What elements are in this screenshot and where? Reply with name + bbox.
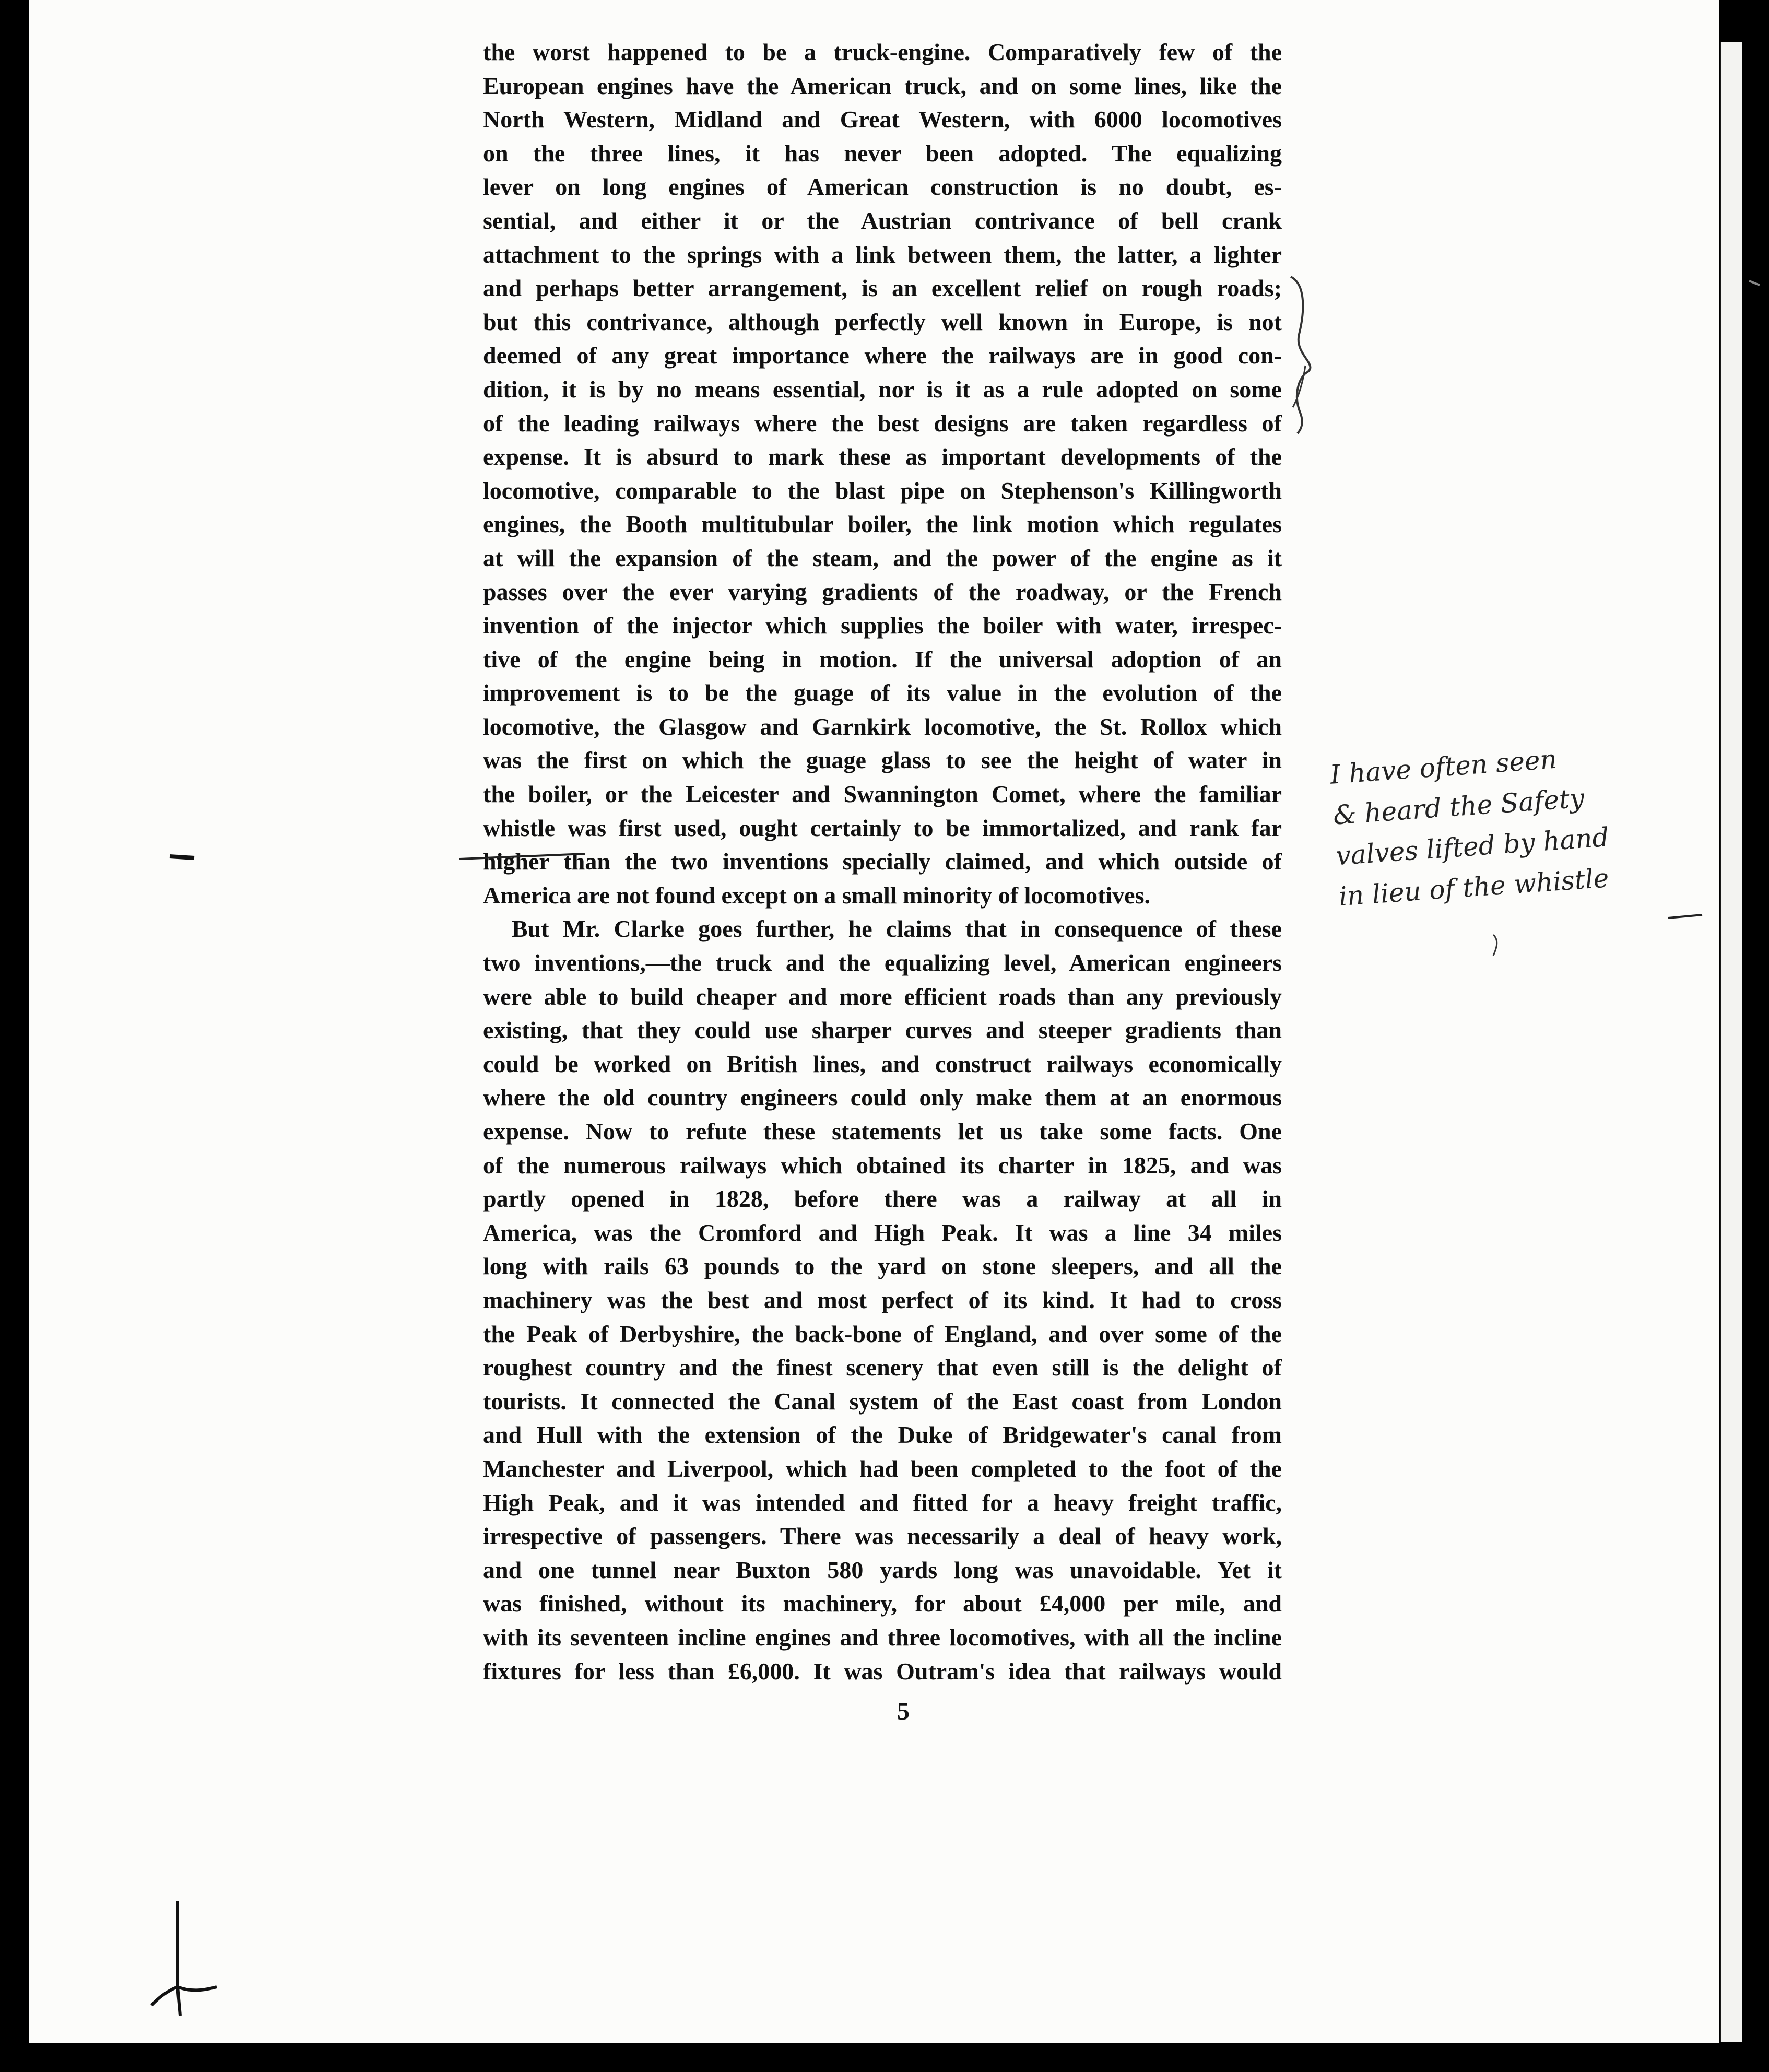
underline-mark [459,854,585,859]
text-line: attachment to the springs with a link between them, the latter, a lighter [483,241,1282,268]
edge-crease-mark [1749,281,1760,285]
text-line: lever on long engines of American construction is no doubt, es- [483,173,1282,201]
text-line: the boiler, or the Leicester and Swannington Comet, where the familiar [483,781,1282,808]
text-line: locomotive, the Glasgow and Garnkirk locomotive, the St. Rollox which [483,713,1282,740]
text-line: sential, and either it or the Austrian contrivance of bell crank [483,207,1282,234]
text-line: and one tunnel near Buxton 580 yards long was unavoidable. Yet it [483,1556,1282,1583]
text-line: and perhaps better arrangement, is an excellent relief on rough roads; [483,275,1282,302]
text-line: where the old country engineers could only make them at an enormous [483,1084,1282,1111]
text-line: whistle was first used, ought certainly to be immortalized, and rank far [483,814,1282,841]
text-line: North Western, Midland and Great Western, with 6000 locomotives [483,106,1282,133]
margin-bracket-mark [1291,277,1310,433]
text-line: fixtures for less than £6,000. It was Outram's idea that railways would [483,1657,1282,1685]
text-line: the worst happened to be a truck-engine. Comparatively few of the [483,39,1282,65]
handwritten-line: in lieu of the whistle [1338,863,1610,912]
text-line: but this contrivance, although perfectly well known in Europe, is not [483,308,1282,335]
text-line: expense. It is absurd to mark these as important developments of the [483,443,1282,470]
handwritten-line: I have often seen [1329,744,1558,790]
text-line: invention of the injector which supplies the boiler with water, irrespec- [483,612,1282,639]
text-line: partly opened in 1828, before there was a railway at all in [483,1185,1282,1212]
text-line: America are not found except on a small minority of locomotives. [483,881,1151,909]
text-line: passes over the ever varying gradients of the roadway, or the French [483,578,1282,605]
text-line: expense. Now to refute these statements let us take some facts. One [483,1118,1282,1145]
note-hook-mark [1493,935,1497,956]
text-line: existing, that they could use sharper curves and steeper gradients than [483,1017,1282,1044]
text-line: tourists. It connected the Canal system of the East coast from London [483,1387,1282,1415]
text-line: But Mr. Clarke goes further, he claims that in consequence of these [512,915,1282,943]
text-line: with its seventeen incline engines and three locomotives, with all the incline [483,1623,1282,1651]
text-line: America, was the Cromford and High Peak. It was a line 34 miles [483,1219,1282,1246]
text-line: at will the expansion of the steam, and the power of the engine as it [483,544,1282,571]
text-line: the Peak of Derbyshire, the back-bone of England, and over some of the [483,1320,1282,1347]
text-line: of the leading railways where the best designs are taken regardless of [483,409,1282,437]
text-line: dition, it is by no means essential, nor is it as a rule adopted on some [483,375,1282,403]
text-line: on the three lines, it has never been adopted. The equalizing [483,139,1282,167]
text-line: European engines have the American truck, and on some lines, like the [483,72,1282,99]
page-number: 5 [897,1698,910,1725]
text-line: improvement is to be the guage of its value in the evolution of the [483,679,1282,707]
text-line: of the numerous railways which obtained its charter in 1825, and was [483,1151,1282,1179]
text-line: were able to build cheaper and more efficient roads than any previously [483,983,1282,1010]
left-edge-tick [170,856,194,858]
text-line: irrespective of passengers. There was necessarily a deal of heavy work, [483,1523,1282,1550]
text-line: was finished, without its machinery, for about £4,000 per mile, and [483,1590,1282,1617]
text-line: higher than the two inventions specially claimed, and which outside of [483,848,1282,875]
note-end-mark [1668,915,1702,918]
text-line: was the first on which the guage glass to see the height of water in [483,747,1282,774]
binding-mark [151,1901,217,2016]
handwritten-line: valves lifted by hand [1335,822,1610,872]
text-line: High Peak, and it was intended and fitted for a heavy freight traffic, [483,1489,1282,1516]
text-line: and Hull with the extension of the Duke of Bridgewater's canal from [483,1421,1282,1449]
text-line: long with rails 63 pounds to the yard on stone sleepers, and all the [483,1253,1282,1280]
handwritten-line: & heard the Safety [1332,783,1586,831]
text-line: deemed of any great importance where the railways are in good con- [483,342,1282,369]
text-line: tive of the engine being in motion. If the universal adoption of an [483,645,1282,673]
text-line: locomotive, comparable to the blast pipe on Stephenson's Killingworth [483,477,1282,504]
text-line: engines, the Booth multitubular boiler, the link motion which regulates [483,511,1282,538]
text-line: roughest country and the finest scenery that even still is the delight of [483,1354,1282,1381]
text-line: could be worked on British lines, and construct railways economically [483,1050,1282,1077]
text-line: Manchester and Liverpool, which had been completed to the foot of the [483,1455,1282,1482]
text-line: machinery was the best and most perfect of its kind. It had to cross [483,1286,1282,1313]
text-line: two inventions,—the truck and the equalizing level, American engineers [483,949,1282,976]
